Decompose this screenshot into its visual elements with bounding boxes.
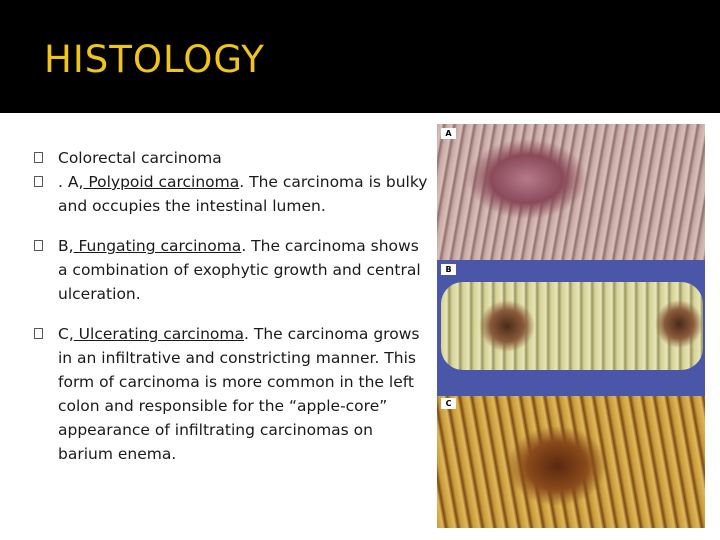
bullet-prefix: B,	[58, 237, 74, 255]
specimen-photo-c	[437, 396, 705, 528]
bullet-marker-icon	[34, 328, 43, 339]
bullet-text: . The carcinoma grows in an infiltrative and constricting manner. This form of carcinoma is more common in the left colon and responsible for the “apple-core” appearance of infiltrating carcinomas on barium enema.	[58, 325, 420, 463]
bullet-marker-icon	[34, 152, 43, 163]
slide-title: HISTOLOGY	[44, 38, 265, 81]
bullet-marker-icon	[34, 240, 43, 251]
bullet-term: Fungating carcinoma	[73, 237, 242, 255]
panel-label: C	[441, 398, 456, 409]
colon-specimen	[441, 282, 703, 370]
panel-label: A	[441, 128, 456, 139]
bullet-item	[34, 146, 429, 170]
bullet-prefix: C,	[58, 325, 74, 343]
bullet-marker-icon	[34, 176, 43, 187]
bullet-item	[34, 234, 429, 306]
bullet-text: Colorectal carcinoma	[58, 149, 222, 167]
bullet-item	[34, 322, 429, 466]
bullet-item	[34, 170, 429, 218]
bullet-list	[34, 146, 429, 466]
bullet-prefix: . A,	[58, 173, 84, 191]
bullet-text: . The carcinoma is bulky and occupies the intestinal lumen.	[58, 173, 428, 215]
panel-label: B	[441, 264, 456, 275]
bullet-term: Ulcerating carcinoma	[73, 325, 245, 343]
specimen-photo-a	[437, 124, 705, 260]
bullet-term: Polypoid carcinoma	[83, 173, 240, 191]
specimen-photo-b	[437, 260, 705, 396]
bullet-text: . The carcinoma shows a combination of exophytic growth and central ulceration.	[58, 237, 421, 303]
specimen-figure	[437, 124, 705, 528]
